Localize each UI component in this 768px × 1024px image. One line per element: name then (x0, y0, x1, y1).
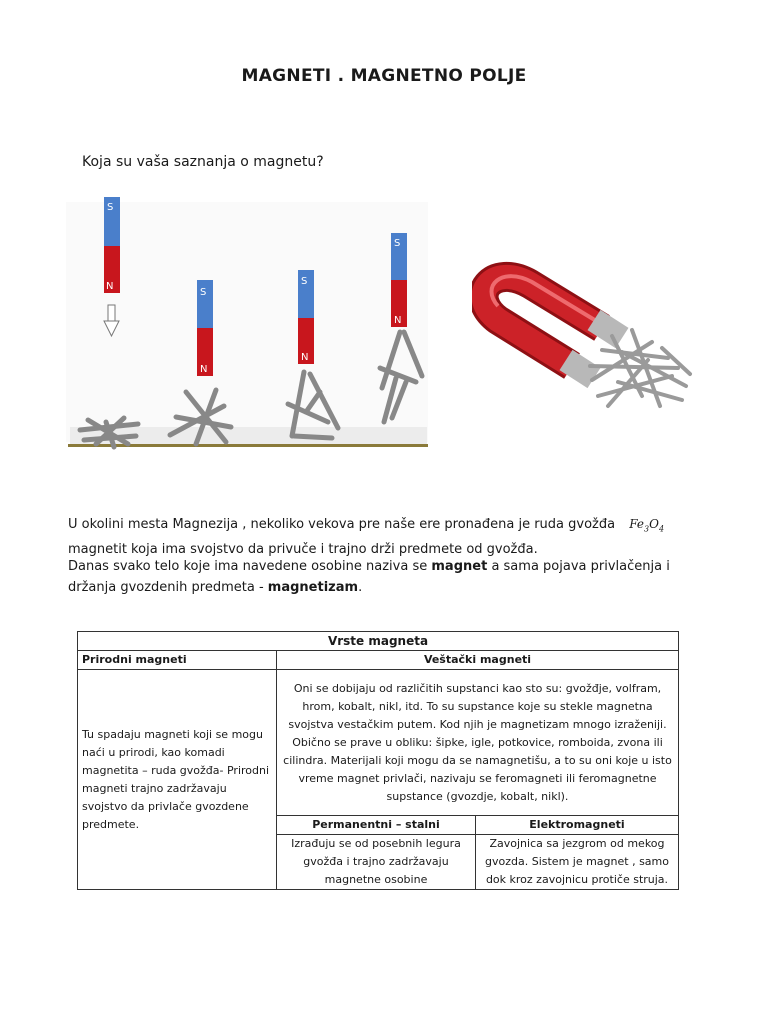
cell-natural-text: Tu spadaju magneti koji se mogu naći u prirodi, kao komadi magnetita – ruda gvožđa- Prirodni magneti trajno zadržavaju svojstvo da privlače gvozdene predmete. (78, 670, 277, 890)
pole-n-label: N (106, 281, 114, 292)
attached-nails (590, 330, 690, 406)
pole-n-label: N (200, 364, 208, 375)
bar-magnet-2 (197, 280, 213, 376)
pole-s-label: S (301, 276, 308, 287)
ground-line (68, 444, 428, 447)
paragraph-magnetite (68, 514, 708, 560)
bar-magnet-4 (391, 233, 407, 327)
term-magnetizam: magnetizam (267, 580, 359, 595)
paragraph-magnetism: Danas svako telo koje ima navedene osobine naziva se magnet a sama pojava privlačenja i držanja gvozdenih predmeta - magnetizam. (68, 559, 670, 595)
header-electro: Elektromagneti (476, 816, 679, 835)
page-title: MAGNETI . MAGNETNO POLJE (241, 66, 527, 86)
question-text: Koja su vaša saznanja o magnetu? (82, 154, 324, 170)
pole-s-label: S (107, 202, 114, 213)
term-magnet: magnet (431, 559, 488, 574)
table-caption: Vrste magneta (78, 632, 679, 651)
pole-n-label: N (301, 352, 309, 363)
cell-permanent-text: Izrađuju se od posebnih legura gvožđa i trajno zadržavaju magnetne osobine (277, 835, 476, 890)
header-permanent: Permanentni – stalni (277, 816, 476, 835)
figure-backdrop (66, 202, 428, 442)
magnet-types-table (77, 631, 679, 890)
cell-electro-text: Zavojnica sa jezgrom od mekog gvozda. Sistem je magnet , samo dok kroz zavojnicu protiče struja. (476, 835, 679, 890)
horseshoe-magnet-illustration (472, 256, 696, 422)
paragraph-text: a sama pojava privlačenja i držanja gvozdenih predmeta - (68, 559, 670, 595)
bar-magnets-illustration (66, 192, 431, 462)
header-natural: Prirodni magneti (78, 651, 277, 670)
header-artificial: Veštački magneti (277, 651, 679, 670)
paragraph-text: Danas svako telo koje ima navedene osobine naziva se (68, 559, 428, 574)
paragraph-text: U okolini mesta Magnezija , nekoliko vekova pre naše ere pronađena je ruda gvožđa (68, 517, 616, 532)
formula-fe3o4: $Fe_3O_4$ (629, 517, 665, 534)
pole-s-label: S (394, 238, 401, 249)
horseshoe-pole-tip (566, 360, 594, 378)
pole-s-label: S (200, 287, 207, 298)
cell-artificial-text: Oni se dobijaju od različitih supstanci kao sto su: gvožđje, volfram, hrom, kobalt, nikl, itd. To su supstance koje su stekle magnetna svojstva vestačkim putem. Kod njih je magnetizam mnogo izraženiji. Obično se prave u obliku: šipke, igle, potkovice, romboida, zvona ili cilindra. Materijali koji mogu da se namagnetišu, a to su oni koje u isto vreme magnet privlači, nazivaju se feromagneti ili feromagnetne supstance (gvozdje, kobalt, nikl). (277, 670, 679, 816)
paragraph-text: magnetit koja ima svojstvo da privuče i trajno drži predmete od gvožđa. (68, 542, 538, 558)
bar-magnet-1 (104, 197, 120, 293)
pole-n-label: N (394, 315, 402, 326)
bar-magnet-3 (298, 270, 314, 364)
horseshoe-pole-tip (594, 320, 622, 338)
